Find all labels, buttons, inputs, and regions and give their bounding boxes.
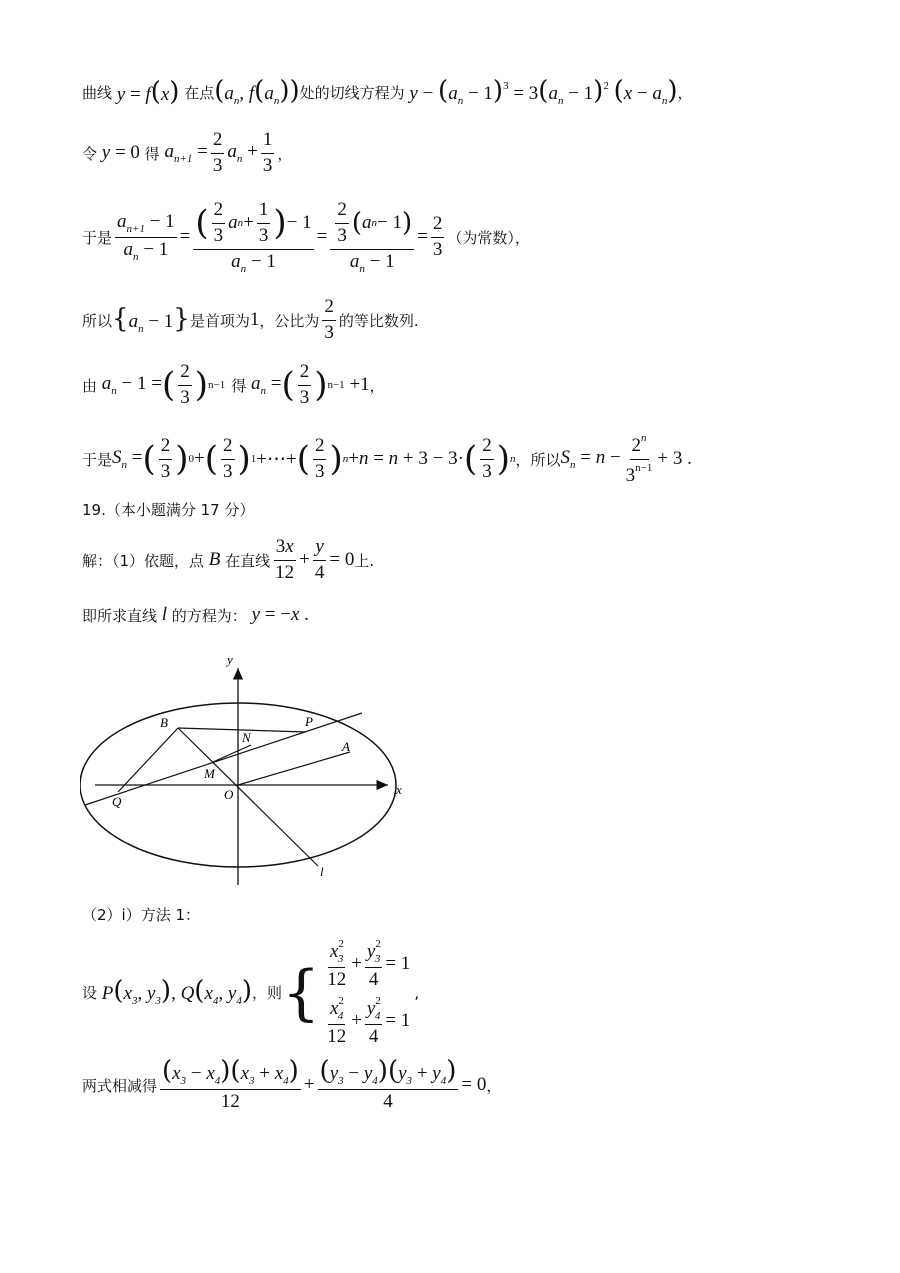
text: 上.	[354, 551, 375, 570]
label-q: Q	[112, 794, 122, 809]
system-line: 设 $P(x_3$, $y_3$), $Q(x_4$, $y_4$) ，则 { $\frac{x^2_3}{12}$ + $\frac{y^2_3}{4}$ = 1 $\frac{x^2_4}{12}$ + $\frac{y^2_4}{4}$ = 1 ,	[82, 938, 420, 1048]
label-y: y	[227, 652, 233, 667]
let-y-zero-line: 令 y = 0 得 $a_{n+1}$ = $\frac{2}{3}$ $a_n$ + $\frac{1}{3}$ ，	[82, 129, 293, 176]
label-p: P	[305, 714, 313, 729]
segment-mn	[213, 745, 251, 762]
ellipse-figure	[80, 648, 410, 888]
text: 于是	[82, 228, 113, 247]
line-l	[178, 728, 318, 866]
tangent-line-equation: 曲线 y = f(x) 在点 ($a_n$, $f(a_n)$) 处的切线方程为 $y - (a_n - 1)^3 = 3(a_n - 1)^2$ $(x - a_n)$ ，	[82, 76, 693, 107]
text: 曲线	[82, 84, 113, 102]
line-oa	[238, 752, 350, 785]
text: ，公比为	[259, 311, 320, 330]
label-o: O	[224, 787, 234, 802]
text: ，	[369, 376, 385, 395]
text: （2）i）方法 1：	[82, 906, 201, 924]
ratio-line: 于是 $\frac{a_{n+1} - 1}{a_n - 1}$ = ( $\frac{2}{3}$ a n + $\frac{1}{3}$ ) − 1 $a_n - 1$ = $\frac{2}{3}$ ( a n − 1 ) $a_n - 1$ = $\frac{2}{3}$ （为常数），	[82, 199, 530, 275]
text: 19.（本小题满分 17 分）	[82, 501, 255, 519]
text: 所以	[82, 311, 113, 330]
text: 设	[82, 984, 98, 1003]
text: 两式相减得	[82, 1076, 158, 1095]
text: ，所以	[515, 450, 561, 469]
text: 解：（1）依题，点	[82, 551, 205, 570]
text: 的等比数列.	[338, 311, 419, 330]
label-x: x	[396, 782, 402, 797]
text: 得	[144, 144, 160, 163]
label-l: l	[320, 864, 324, 879]
text: ，	[486, 1076, 502, 1095]
question-19-header	[82, 499, 254, 520]
sum-line: 于是 $S_n$ = ( $\frac{2}{3}$ ) 0 + ( $\frac{2}{3}$ ) 1 +⋯+ ( $\frac{2}{3}$ ) n +n = n + 3 − 3· ( $\frac{2}{3}$ ) n ，所以 $S_n = n$ − $\frac{2^n}{3^{n-1}}$ + 3 .	[82, 432, 692, 486]
text: 在点	[184, 84, 215, 102]
line-l-equation: 即所求直线 l 的方程为： y = −x .	[82, 604, 309, 625]
text: ，则	[251, 984, 282, 1003]
an-formula-line: 由 $a_n - 1$ = ( $\frac{2}{3}$ ) n−1 得 $a_n$ = ( $\frac{2}{3}$ ) n−1 +1 ，	[82, 361, 385, 408]
text: ，	[677, 84, 693, 102]
text: 得	[231, 376, 247, 395]
text: 由	[82, 376, 98, 395]
label-n: N	[242, 730, 251, 745]
text: 于是	[82, 450, 113, 469]
text: ，	[277, 144, 293, 163]
text: 处的切线方程为	[299, 84, 405, 102]
text: 的方程为：	[171, 606, 247, 625]
text: 令	[82, 144, 98, 163]
text: 1	[249, 309, 260, 331]
segment-bq	[118, 728, 178, 792]
label-a: A	[342, 739, 350, 754]
text: 即所求直线	[82, 606, 158, 625]
solution-part1: 解：（1）依题，点 B 在直线 $\frac{3x}{12}$ + $\frac{y}{4}$ = 0 上.	[82, 536, 375, 583]
geometric-sequence-line: 所以 $\{a_n - 1\}$ 是首项为 1 ，公比为 $\frac{2}{3}$ 的等比数列.	[82, 296, 419, 343]
label-b: B	[160, 715, 168, 730]
part2-header	[82, 904, 200, 925]
text: 在直线	[225, 551, 271, 570]
text: （为常数），	[447, 228, 530, 247]
label-m: M	[204, 766, 215, 781]
text: 是首项为	[189, 311, 250, 330]
subtract-line: 两式相减得 $\frac{(x_3 - x_4)(x_3 + x_4)}{12}$ + $\frac{(y_3 - y_4)(y_3 + y_4)}{4}$ = 0 ，	[82, 1056, 502, 1113]
